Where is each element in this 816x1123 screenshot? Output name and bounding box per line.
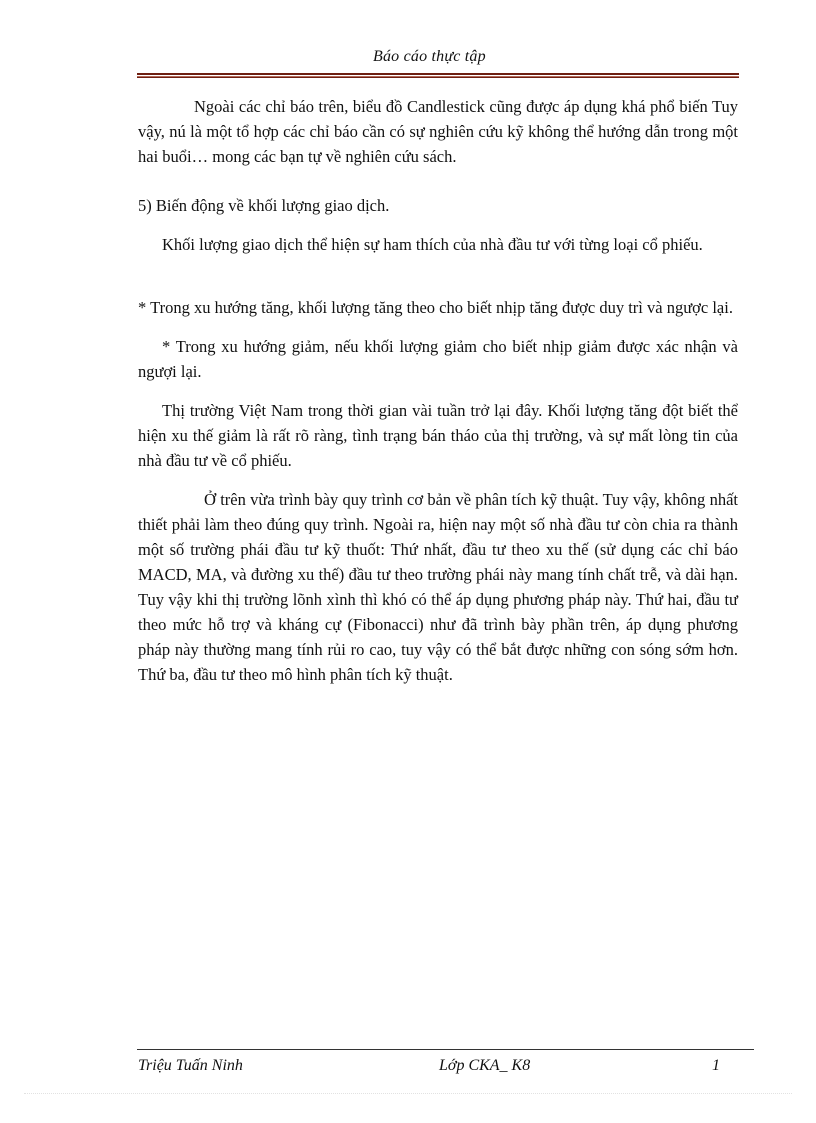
section-heading-volume: 5) Biến động về khối lượng giao dịch. [138,196,390,215]
footer-author: Triệu Tuấn Ninh [138,1057,243,1074]
bullet-downtrend: * Trong xu hướng giảm, nếu khối lượng giảm cho biết nhịp giảm được xác nhận và ngượi lại. [138,337,738,381]
paragraph-candlestick: Ngoài các chỉ báo trên, biểu đồ Candlestick cũng được áp dụng khá phổ biến Tuy vậy, nú là một tổ hợp các chỉ báo cần có sự nghiên cứu kỹ không thể hướng dẫn trong một hai buổi… mong các bạn tự về nghiên cứu sách. [138,97,738,166]
footer-class: Lớp CKA_ K8 [439,1057,531,1074]
bullet-uptrend: * Trong xu hướng tăng, khối lượng tăng theo cho biết nhịp tăng được duy trì và ngược lại. [138,298,733,317]
paragraph-volume-intro: Khối lượng giao dịch thể hiện sự ham thích của nhà đầu tư với từng loại cổ phiếu. [162,235,703,254]
paragraph-vietnam-market: Thị trường Việt Nam trong thời gian vài tuần trở lại đây. Khối lượng tăng đột biết thể hiện xu thế giảm là rất rõ ràng, tình trạng bán tháo của thị trường, và sự mất lòng tin của nhà đầu tư về cổ phiếu. [138,401,738,470]
footer-divider [137,1049,754,1050]
page-bottom-edge [24,1093,792,1094]
header-title: Báo cáo thực tập [373,48,486,65]
header-divider [137,73,739,78]
paragraph-conclusion: Ở trên vừa trình bày quy trình cơ bản về phân tích kỹ thuật. Tuy vậy, không nhất thiết phải làm theo đúng quy trình. Ngoài ra, hiện nay một số nhà đầu tư còn chia ra thành một số trường phái đầu tư kỹ thuốt: Thứ nhất, đầu tư theo xu thế (sử dụng các chỉ báo MACD, MA, và đường xu thế) đầu tư theo trường phái này mang tính chất trễ, và dài hạn. Tuy vậy khi thị trường lõnh xình thì khó có thể áp dụng phương pháp này. Thứ hai, đầu tư theo mức hỗ trợ và kháng cự (Fibonacci) như đã trình bày phần trên, áp dụng phương pháp này thường mang tính rủi ro cao, tuy vậy có thể bắt được những con sóng sớm hơn. Thứ ba, đầu tư theo mô hình phân tích kỹ thuật. [138,490,738,684]
page-number: 1 [712,1057,720,1074]
report-body [138,94,738,687]
